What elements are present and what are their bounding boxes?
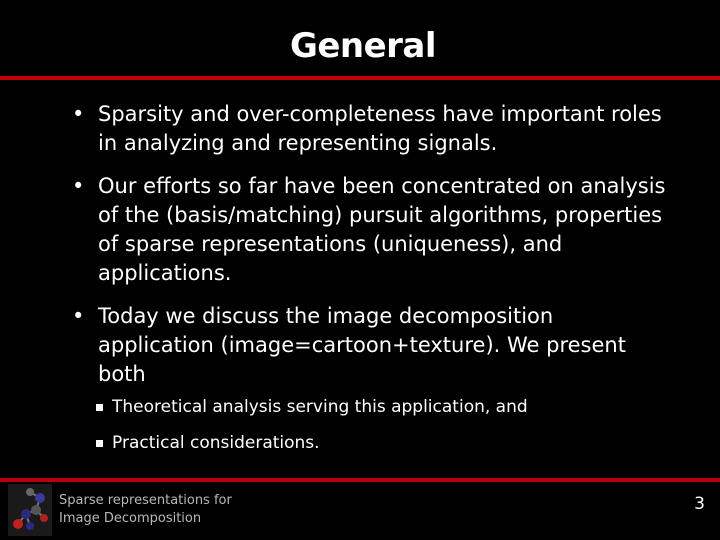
footer-line-1: Sparse representations for <box>59 493 232 508</box>
sub-bullet-text: Theoretical analysis serving this application, and <box>112 397 528 417</box>
footer-caption <box>59 492 232 528</box>
title-bar <box>0 0 720 80</box>
page-number: 3 <box>694 494 705 514</box>
bullet-item <box>72 172 672 288</box>
slide-title: General <box>289 26 437 66</box>
square-bullet-icon <box>96 404 103 411</box>
slide-body <box>72 100 672 467</box>
bullet-item <box>72 302 672 389</box>
sub-bullet-item <box>72 395 672 419</box>
bullet-marker: • <box>72 102 85 126</box>
square-bullet-icon <box>96 440 103 447</box>
sub-bullet-item <box>72 431 672 455</box>
molecule-logo-icon <box>8 484 52 536</box>
bullet-text: Sparsity and over-completeness have important roles in analyzing and representing signals. <box>98 102 662 155</box>
sub-bullet-text: Practical considerations. <box>112 433 320 453</box>
bullet-marker: • <box>72 304 85 328</box>
bullet-marker: • <box>72 174 85 198</box>
bullet-text: Today we discuss the image decomposition application (image=cartoon+texture). We present both <box>98 304 626 386</box>
bullet-text: Our efforts so far have been concentrated on analysis of the (basis/matching) pursuit algorithms, properties of sparse representations (uniqueness), and applications. <box>98 174 666 285</box>
footer-divider <box>0 478 720 482</box>
bullet-item <box>72 100 672 158</box>
footer-line-2: Image Decomposition <box>59 511 202 526</box>
